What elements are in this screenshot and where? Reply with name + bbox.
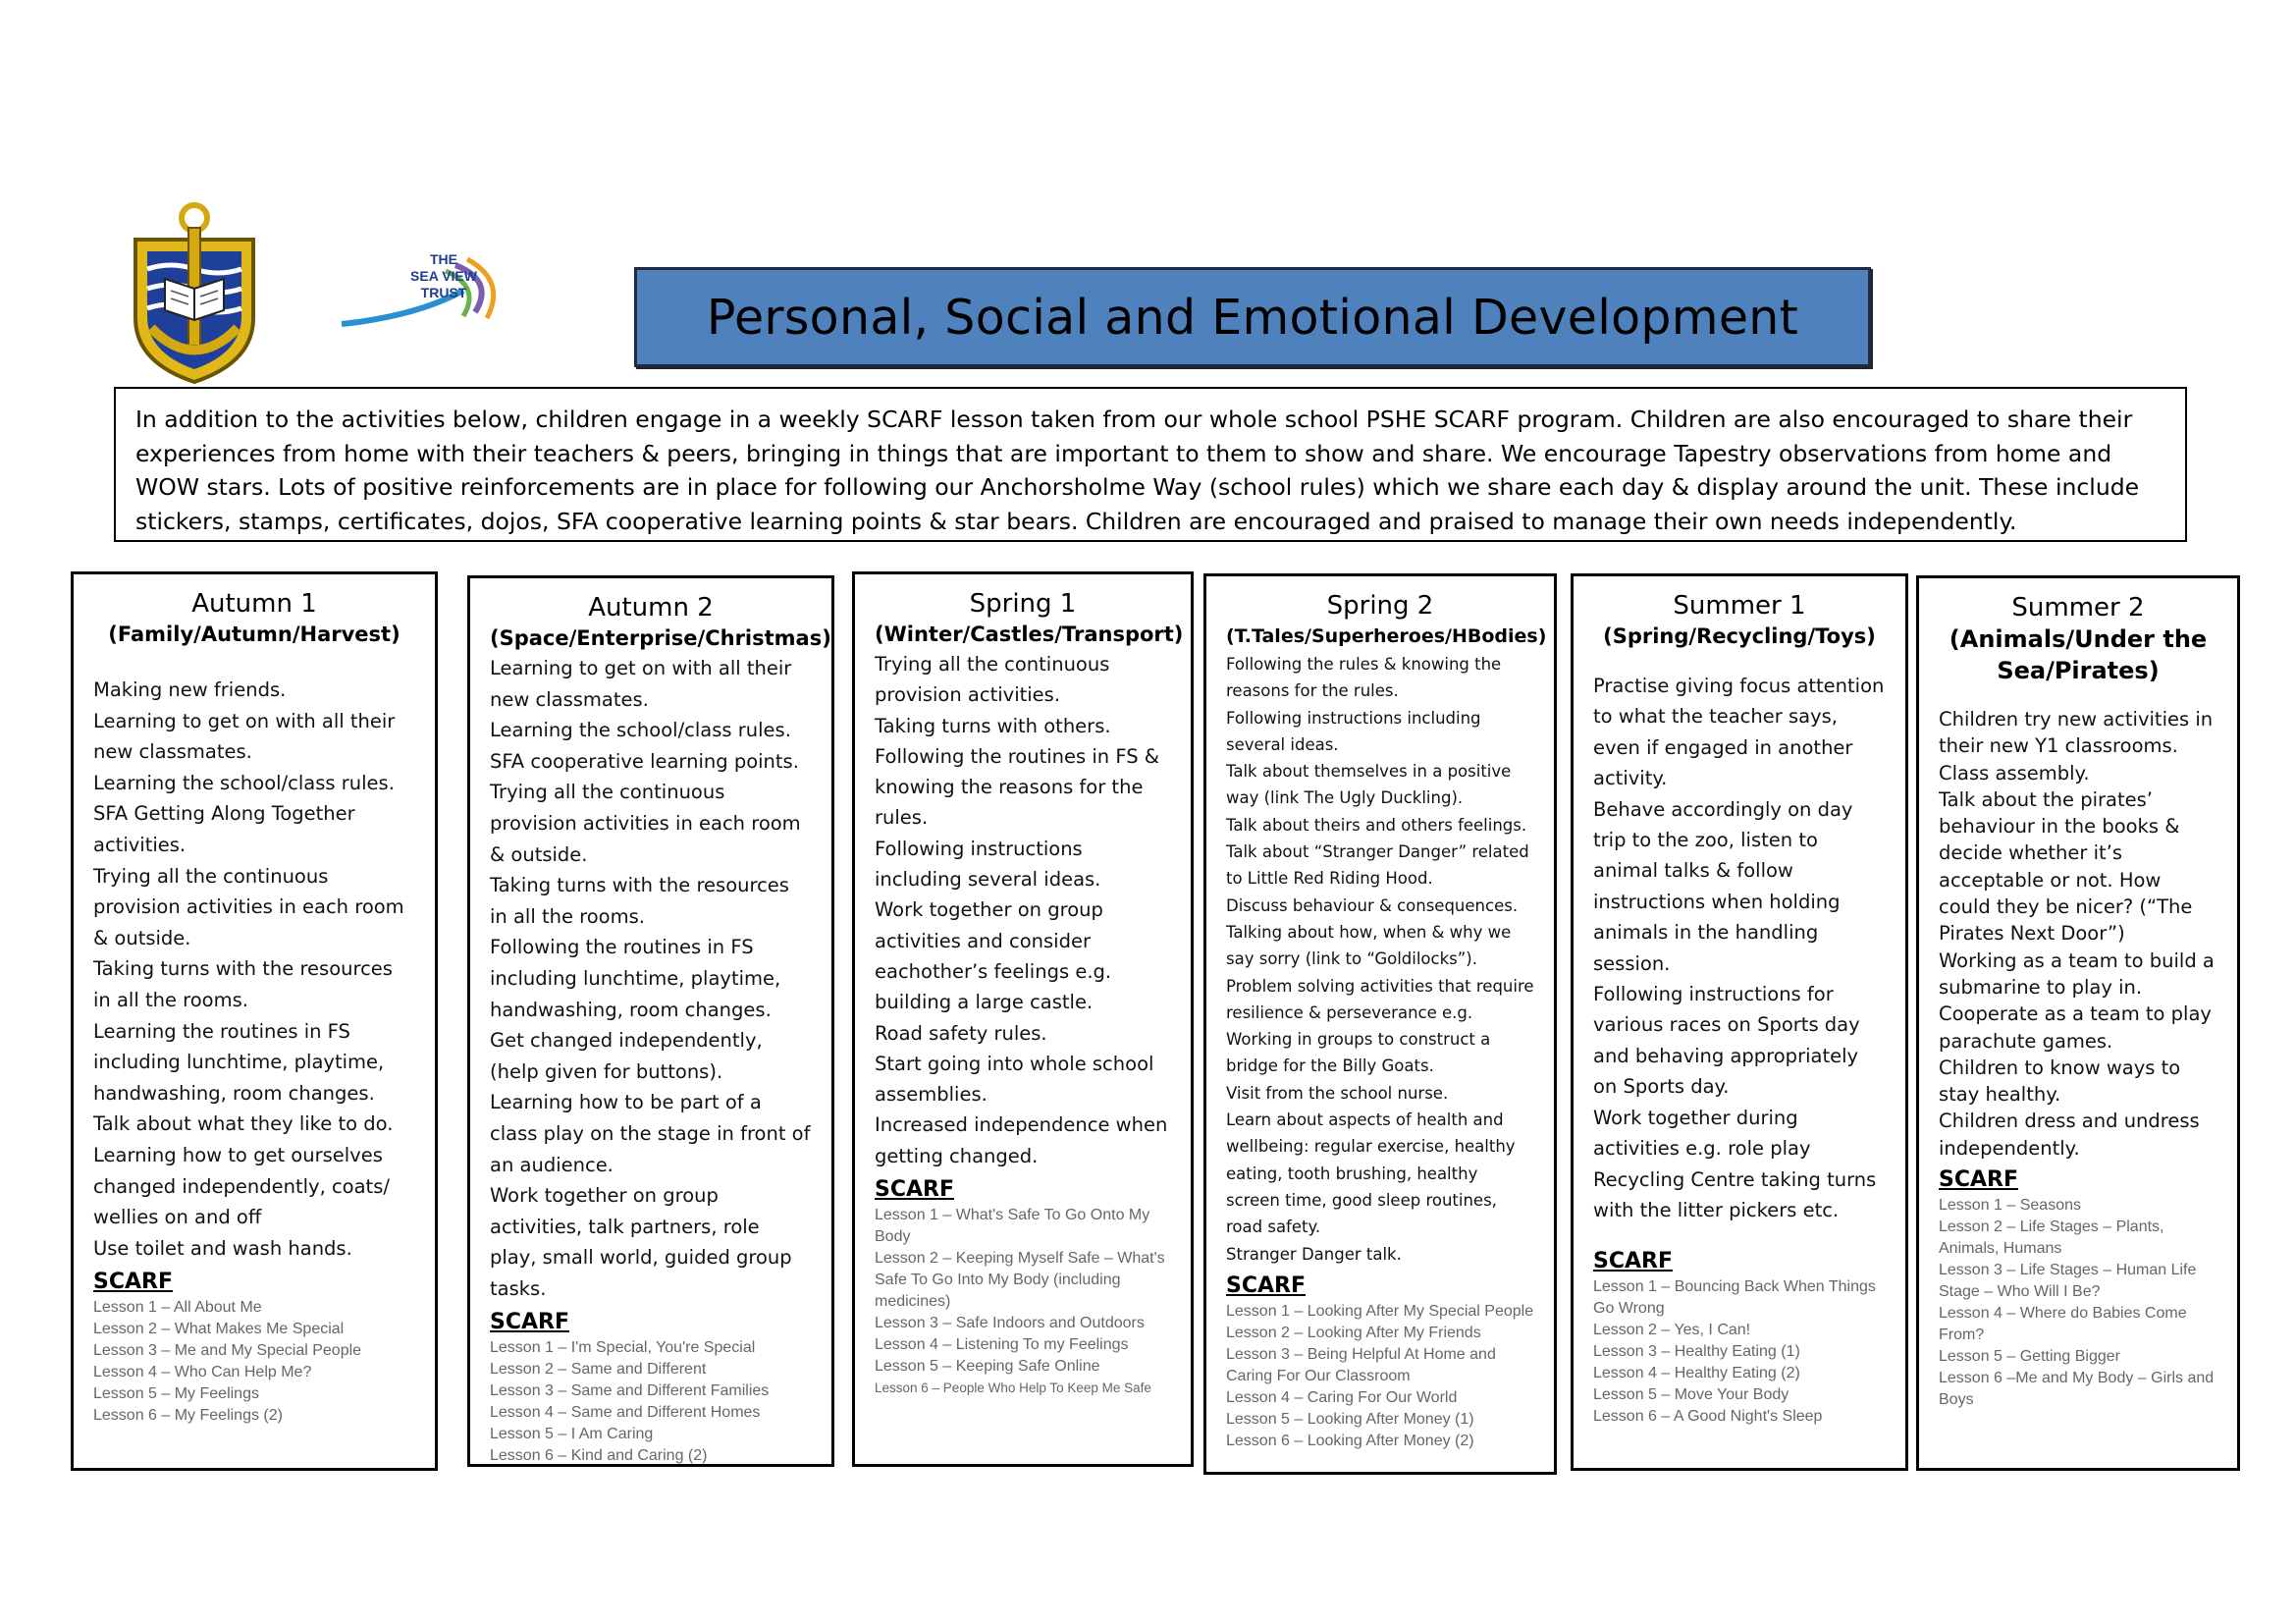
lesson-item: Lesson 6 – Kind and Caring (2) (490, 1447, 708, 1465)
lesson-item: Lesson 3 – Healthy Eating (1) (1593, 1343, 1800, 1361)
activity-item: Practise giving focus attention to what the teacher says, even if engaged in another activity. (1593, 675, 1885, 790)
activity-item: Visit from the school nurse. (1226, 1083, 1449, 1103)
lesson-item: Lesson 3 – Being Helpful At Home and Caring For Our Classroom (1226, 1345, 1496, 1384)
column-theme: (T.Tales/Superheroes/HBodies) (1226, 625, 1547, 647)
lesson-item: Lesson 3 – Safe Indoors and Outdoors (875, 1315, 1145, 1332)
intro-box (114, 387, 2187, 542)
activity-item: Talk about the pirates’ behaviour in the books & decide whether it’s acceptable or not. How could they be nicer? (“The Pirates Next Door”) (1939, 787, 2193, 946)
lesson-item: Lesson 4 – Listening To my Feelings (875, 1336, 1129, 1354)
lesson-item: Lesson 2 – Yes, I Can! (1593, 1322, 1751, 1339)
lesson-item: Lesson 1 – All About Me (93, 1299, 262, 1317)
lesson-item: Lesson 3 – Me and My Special People (93, 1342, 362, 1360)
activity-item: Get changed independently, (help given for buttons). (490, 1029, 763, 1083)
activity-item: Taking turns with the resources in all the rooms. (490, 874, 789, 928)
column-theme: (Family/Autumn/Harvest) (108, 623, 400, 646)
lesson-item: Lesson 2 – Same and Different (490, 1361, 707, 1379)
lesson-item: Lesson 6 – A Good Night's Sleep (1593, 1408, 1823, 1426)
scarf-heading: SCARF (1593, 1249, 1673, 1274)
activity-item: Learning how to get ourselves changed independently, coats/ wellies on and off (93, 1143, 390, 1229)
activity-item: Learn about aspects of health and wellbeing: regular exercise, healthy eating, tooth brushing, healthy screen time, good sleep routines, road safety. (1226, 1110, 1516, 1237)
activity-item: Learning the school/class rules. (93, 771, 395, 794)
column-title: Spring 1 (969, 589, 1077, 619)
activity-item: Making new friends. (93, 678, 287, 701)
activity-item: Talking about how, when & why we say sorry (link to “Goldilocks”). (1226, 922, 1512, 969)
activity-item: Talk about theirs and others feelings. (1226, 815, 1527, 835)
sea-view-trust-logo (338, 251, 510, 336)
activity-item: Learning to get on with all their new classmates. (93, 709, 396, 764)
activity-item: Problem solving activities that require resilience & perseverance e.g. Working in groups to construct a bridge for the Billy Goats. (1226, 976, 1534, 1076)
lesson-item: Lesson 4 – Where do Babies Come From? (1939, 1305, 2187, 1344)
lesson-item: Lesson 2 – Looking After My Friends (1226, 1324, 1481, 1341)
scarf-heading: SCARF (1939, 1167, 2018, 1193)
lesson-item: Lesson 1 – Bouncing Back When Things Go Wrong (1593, 1278, 1876, 1318)
activity-item: Use toilet and wash hands. (93, 1236, 352, 1260)
lesson-item: Lesson 1 – Seasons (1939, 1197, 2081, 1215)
school-crest-logo (116, 200, 273, 387)
activity-item: Following instructions including several ideas. (1226, 708, 1481, 754)
lesson-item: Lesson 6 – People Who Help To Keep Me Safe (875, 1380, 1151, 1396)
scarf-heading: SCARF (93, 1270, 173, 1295)
lesson-item: Lesson 2 – What Makes Me Special (93, 1321, 345, 1338)
column-title: Autumn 1 (191, 589, 317, 619)
lesson-item: Lesson 5 – Looking After Money (1) (1226, 1410, 1474, 1428)
lesson-item: Lesson 3 – Life Stages – Human Life Stage – Who Will I Be? (1939, 1262, 2197, 1301)
column-spring-2 (1203, 573, 1557, 1475)
column-autumn-1 (71, 571, 438, 1471)
lesson-item: Lesson 5 – Keeping Safe Online (875, 1358, 1100, 1376)
lesson-item: Lesson 5 – Getting Bigger (1939, 1348, 2121, 1366)
column-summer-2 (1916, 575, 2240, 1471)
lesson-item: Lesson 4 – Caring For Our World (1226, 1388, 1458, 1406)
lesson-item: Lesson 1 – Looking After My Special People (1226, 1302, 1534, 1320)
trust-logo-line-1: THE (430, 251, 457, 267)
activity-item: Following the rules & knowing the reasons for the rules. (1226, 655, 1502, 701)
lesson-item: Lesson 4 – Same and Different Homes (490, 1404, 761, 1422)
column-theme: (Space/Enterprise/Christmas) (490, 626, 831, 650)
activity-item: Work together during activities e.g. role play Recycling Centre taking turns with the litter pickers etc. (1593, 1106, 1877, 1221)
column-theme: (Spring/Recycling/Toys) (1603, 624, 1876, 648)
column-title: Autumn 2 (588, 593, 714, 623)
activity-item: Talk about what they like to do. (93, 1112, 394, 1136)
activity-item: Learning how to be part of a class play on the stage in front of an audience. (490, 1091, 811, 1176)
activity-item: Talk about “Stranger Danger” related to Little Red Riding Hood. (1226, 842, 1529, 889)
activity-item: Working as a team to build a submarine to play in. (1939, 948, 2215, 999)
column-title: Spring 2 (1326, 591, 1434, 621)
activity-item: Start going into whole school assemblies. (875, 1052, 1154, 1107)
trust-logo-line-3: TRUST (420, 285, 467, 300)
activity-item: Taking turns with others. (875, 714, 1111, 737)
lesson-item: Lesson 5 – I Am Caring (490, 1426, 654, 1443)
lesson-item: Lesson 6 – My Feelings (2) (93, 1407, 283, 1425)
lesson-item: Lesson 4 – Healthy Eating (2) (1593, 1365, 1800, 1382)
title-banner (634, 267, 1871, 367)
column-theme: (Animals/Under the Sea/Pirates) (1949, 625, 2208, 684)
column-title: Summer 2 (2011, 593, 2145, 623)
activity-item: Learning the school/class rules. (490, 719, 791, 742)
column-theme: (Winter/Castles/Transport) (875, 623, 1184, 646)
activity-item: Trying all the continuous provision activities in each room & outside. (93, 864, 404, 949)
page-title: Personal, Social and Emotional Development (706, 289, 1799, 346)
activity-item: Trying all the continuous provision activities in each room & outside. (490, 781, 801, 866)
lesson-item: Lesson 6 – Looking After Money (2) (1226, 1432, 1474, 1449)
activity-item: Road safety rules. (875, 1021, 1047, 1045)
activity-item: Trying all the continuous provision activities. (875, 653, 1110, 707)
activity-item: Stranger Danger talk. (1226, 1244, 1402, 1264)
lesson-item: Lesson 4 – Who Can Help Me? (93, 1364, 312, 1381)
column-autumn-2 (467, 575, 834, 1467)
activity-item: Work together on group activities, talk partners, role play, small world, guided group tasks. (490, 1184, 792, 1300)
activity-item: Cooperate as a team to play parachute games. (1939, 1002, 2212, 1053)
activity-item: Class assembly. (1939, 761, 2090, 785)
activity-item: SFA Getting Along Together activities. (93, 802, 355, 856)
activity-item: Children dress and undress independently. (1939, 1110, 2200, 1160)
activity-item: Children to know ways to stay healthy. (1939, 1056, 2181, 1107)
scarf-heading: SCARF (1226, 1272, 1306, 1298)
intro-text: In addition to the activities below, children engage in a weekly SCARF lesson taken from our whole school PSHE SCARF program. Children are also encouraged to share their experiences from home with their teachers & peers, bringing in things that are important to them to show and share. We encourage Tapestry observations from home and WOW stars. Lots of positive reinforcements are in place for following our Anchorsholme Way (school rules) which we share each day & display around the unit. These include stickers, stamps, certificates, dojos, SFA cooperative learning points & star bears. Children are encouraged and praised to manage their own needs independently. (135, 406, 2140, 535)
column-summer-1 (1571, 573, 1908, 1471)
activity-item: Increased independence when getting changed. (875, 1113, 1168, 1167)
trust-logo-line-2: SEA VIEW (410, 268, 477, 284)
lesson-item: Lesson 1 – What's Safe To Go Onto My Body (875, 1207, 1150, 1246)
activity-item: Following instructions for various races on Sports day and behaving appropriately on Sports day. (1593, 983, 1860, 1099)
lesson-item: Lesson 5 – My Feelings (93, 1385, 259, 1403)
activity-item: Following the routines in FS including lunchtime, playtime, handwashing, room changes. (490, 936, 781, 1021)
lesson-item: Lesson 3 – Same and Different Families (490, 1382, 770, 1400)
lesson-item: Lesson 6 –Me and My Body – Girls and Boys (1939, 1370, 2215, 1409)
activity-item: Learning the routines in FS including lunchtime, playtime, handwashing, room changes. (93, 1019, 385, 1105)
activity-item: Following instructions including several ideas. (875, 837, 1101, 892)
activity-item: Discuss behaviour & consequences. (1226, 895, 1519, 915)
activity-item: Behave accordingly on day trip to the zoo, listen to animal talks & follow instructions when holding animals in the handling session. (1593, 797, 1853, 975)
scarf-heading: SCARF (490, 1310, 569, 1335)
activity-item: Taking turns with the resources in all the rooms. (93, 957, 393, 1011)
lesson-item: Lesson 5 – Move Your Body (1593, 1386, 1789, 1404)
activity-item: Talk about themselves in a positive way (link The Ugly Duckling). (1226, 762, 1512, 808)
activity-item: Work together on group activities and consider eachother’s feelings e.g. building a large castle. (875, 898, 1112, 1014)
lesson-item: Lesson 2 – Life Stages – Plants, Animals, Humans (1939, 1218, 2164, 1258)
column-title: Summer 1 (1673, 591, 1806, 621)
lesson-item: Lesson 1 – I'm Special, You're Special (490, 1339, 756, 1357)
activity-item: SFA cooperative learning points. (490, 749, 799, 773)
activity-item: Following the routines in FS & knowing the reasons for the rules. (875, 744, 1160, 830)
column-spring-1 (852, 571, 1194, 1467)
activity-item: Learning to get on with all their new classmates. (490, 657, 792, 711)
scarf-heading: SCARF (875, 1177, 954, 1203)
activity-item: Children try new activities in their new Y1 classrooms. (1939, 708, 2214, 758)
lesson-item: Lesson 2 – Keeping Myself Safe – What's Safe To Go Into My Body (including medicines) (875, 1250, 1165, 1311)
